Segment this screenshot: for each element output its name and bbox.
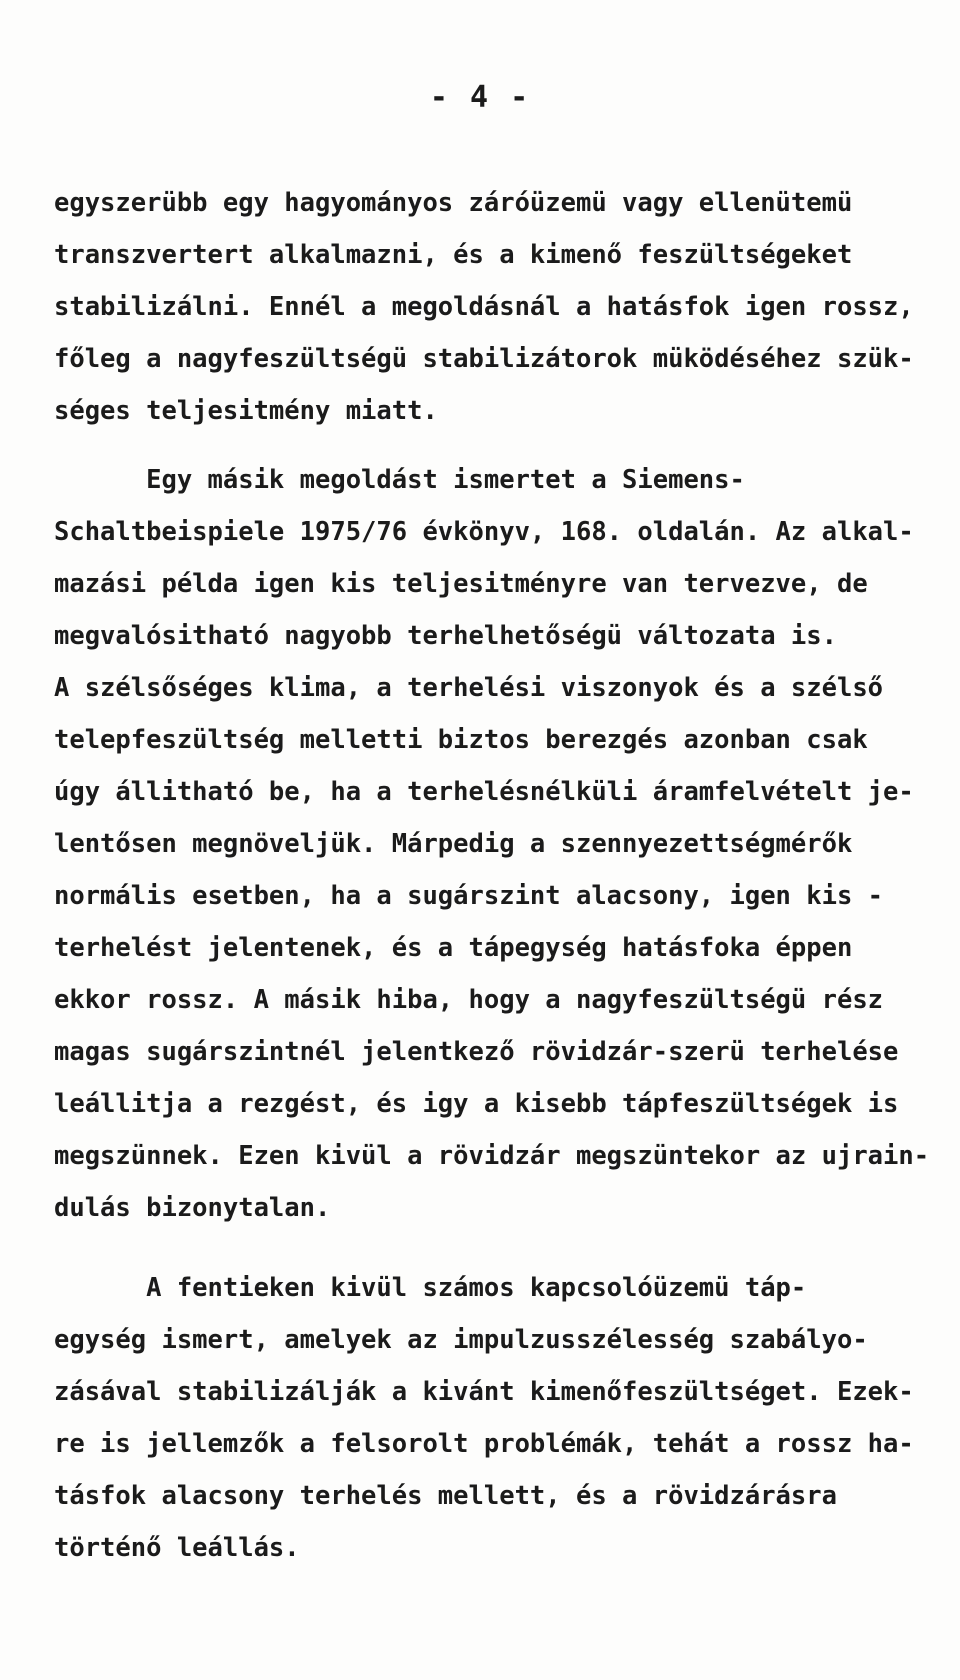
text-line: Schaltbeispiele 1975/76 évkönyv, 168. oldalán. Az alkal- bbox=[54, 517, 914, 547]
text-line: telepfeszültség melletti biztos berezgés azonban csak bbox=[54, 725, 868, 755]
text-line: tásfok alacsony terhelés mellett, és a rövidzárásra bbox=[54, 1481, 837, 1511]
text-line: Egy másik megoldást ismertet a Siemens- bbox=[54, 465, 745, 495]
text-line: megszünnek. Ezen kivül a rövidzár megszüntekor az ujrain- bbox=[54, 1141, 930, 1171]
paragraph-1 bbox=[54, 177, 954, 437]
text-line: egység ismert, amelyek az impulzusszélesség szabályo- bbox=[54, 1325, 868, 1355]
paragraph-2 bbox=[54, 454, 954, 1234]
text-line: megvalósitható nagyobb terhelhetőségü változata is. bbox=[54, 621, 837, 651]
text-line: főleg a nagyfeszültségü stabilizátorok müködéséhez szük- bbox=[54, 344, 914, 374]
text-line: mazási példa igen kis teljesitményre van tervezve, de bbox=[54, 569, 868, 599]
text-line: zásával stabilizálják a kivánt kimenőfeszültséget. Ezek- bbox=[54, 1377, 914, 1407]
text-line: stabilizálni. Ennél a megoldásnál a hatásfok igen rossz, bbox=[54, 292, 914, 322]
text-line: egyszerübb egy hagyományos záróüzemü vagy ellenütemü bbox=[54, 188, 853, 218]
text-line: magas sugárszintnél jelentkező rövidzár-szerü terhelése bbox=[54, 1037, 899, 1067]
paragraph-3 bbox=[54, 1262, 954, 1574]
text-line: ekkor rossz. A másik hiba, hogy a nagyfeszültségü rész bbox=[54, 985, 884, 1015]
text-line: leállitja a rezgést, és igy a kisebb tápfeszültségek is bbox=[54, 1089, 899, 1119]
page-number: - 4 - bbox=[429, 80, 531, 115]
text-line: terhelést jelentenek, és a tápegység hatásfoka éppen bbox=[54, 933, 853, 963]
text-line: történő leállás. bbox=[54, 1533, 300, 1563]
text-line: transzvertert alkalmazni, és a kimenő feszültségeket bbox=[54, 240, 853, 270]
text-line: séges teljesitmény miatt. bbox=[54, 396, 438, 426]
text-line: dulás bizonytalan. bbox=[54, 1193, 331, 1223]
text-line: lentősen megnöveljük. Márpedig a szennyezettségmérők bbox=[54, 829, 853, 859]
text-line: A fentieken kivül számos kapcsolóüzemü táp- bbox=[54, 1273, 807, 1303]
text-line: normális esetben, ha a sugárszint alacsony, igen kis - bbox=[54, 881, 884, 911]
text-line: úgy állitható be, ha a terhelésnélküli áramfelvételt je- bbox=[54, 777, 914, 807]
text-line: A szélsőséges klima, a terhelési viszonyok és a szélső bbox=[54, 673, 884, 703]
text-line: re is jellemzők a felsorolt problémák, tehát a rossz ha- bbox=[54, 1429, 914, 1459]
